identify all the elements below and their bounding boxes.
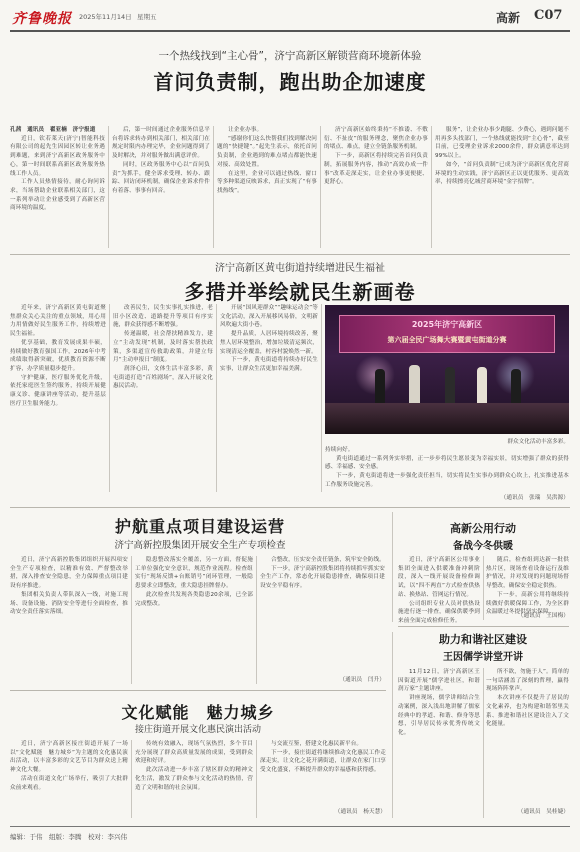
story5-paragraph: 活动在街道文化广场举行，吸引了大批群众前来观看。: [10, 775, 128, 791]
stage-floor: [325, 403, 569, 434]
story6-paragraph: 讲座现场，儒学讲师结合生动案例，深入浅出地讲解了儒家经典中的孝道、和谐、修身等思想，引导居民传承优秀传统文化。: [398, 695, 480, 736]
story2-paragraph: 开展“国风迎群众”“趣味运动会”等文化活动，深入开展移风易俗，文明新风吹遍大街小巷。: [220, 305, 318, 329]
story5-column-3: [260, 740, 386, 808]
column-divider: [321, 304, 322, 492]
page-number: C07: [534, 8, 563, 23]
story5-column-1: [10, 740, 128, 818]
story1-column-1: [10, 126, 105, 254]
story6-headline: 助力和谐社区建设: [439, 633, 527, 646]
story2-column-3: [220, 304, 318, 494]
column-divider: [320, 126, 321, 248]
story1-paragraph: 服务”，让企业办事少跑腿、少费心，遇到问题不用再多头找部门，一个热线就能找到“主心骨”，截至目前，已受理企业诉求2000余件，群众满意率达到99%以上。: [435, 127, 569, 160]
story4-subhead: 备战今冬供暖: [453, 541, 513, 552]
story2-paragraph: 传递温暖，社会帮扶精准发力，建立“主动发现”机制，及时落实帮扶政策，多渠道宣传救助政策，并建立每月“主动申报日”制度。: [113, 331, 213, 364]
masthead-rule: [10, 30, 570, 32]
story2-column-2: [113, 304, 213, 494]
story4-credit: （通讯员 王国梅）: [517, 613, 569, 619]
story5-paragraph: 下一步，接庄街道将继续推动文化惠民工作走深走实，让文化之花开满街道，让群众在家门口享受文化盛宴，不断提升群众的幸福感和获得感。: [260, 749, 386, 774]
column-divider: [431, 126, 432, 248]
masthead: [0, 0, 580, 34]
story-separator: [10, 254, 570, 255]
story3-paragraph: 集团相关负责人带队深入一线，对施工现场、设备设施、消防安全等进行全面检查，推动安全责任落实落细。: [10, 591, 128, 616]
story1-paragraph: 后，第一时间通过企业服务信息平台将诉求转办到相关部门，相关部门在规定时限内办理完毕，企业问题得到了及时解决，并对服务做出满意评价。: [112, 127, 210, 160]
story2-column-1: [10, 304, 106, 494]
stage-performance-photo: [325, 305, 569, 434]
section-name: 高新: [496, 11, 521, 25]
story-separator: [10, 690, 386, 691]
story5-headline: 文化赋能 魅力城乡: [121, 703, 275, 722]
story2-paragraph: 守护健康，医疗服务优化升级，依托家庭医生签约服务，持续开展健康义诊、健康讲座等活动，提升基层医疗卫生服务能力。: [10, 374, 106, 407]
story4-headline: 高新公用行动: [450, 522, 516, 535]
story3-paragraph: 近日，济宁高新控股集团组织开展四项安全生产专项检查，以精准有效、严督整改举措，深入排查安全隐患，全力保障重点项目建设有序推进。: [10, 557, 128, 590]
story4-paragraph: 近日，济宁高新区公用事业集团全面进入供暖准备冲刺阶段，深入一线开展设备检修调试，以“四不两直”方式检查供热站、换热站、管网运行情况。: [398, 557, 480, 598]
column-divider: [483, 556, 484, 620]
story2-paragraph: 优享基础，教育发展成果丰硕，持续做好教育强国工作，2026年中考成绩取得新突破，优质教育资源不断扩容，办学质量稳步提升。: [10, 339, 106, 372]
story3-paragraph: 此次检查共发现各类隐患20余项，已全部完成整改。: [135, 591, 253, 607]
column-divider: [483, 668, 484, 818]
column-divider: [108, 126, 109, 248]
story5-column-2: [135, 740, 253, 818]
story6-column-2: [486, 668, 569, 808]
column-divider: [256, 740, 257, 818]
story6-paragraph: 11月12日，济宁高新区王因街道开展“儒学进社区，和谐润万家”主题讲座。: [398, 669, 480, 693]
performer-figure: [477, 367, 487, 405]
story4-paragraph: 随后，检查组到达新一批供热片区，现场查看设备运行及维护情况，并对发现的问题现场督导整改，确保安全稳定供热。: [486, 557, 569, 590]
photo-banner-main-text: 第六届全民广场舞大赛暨黄屯街道分赛: [387, 336, 507, 344]
story2-credit: （通讯员 张瑞 吴洪源）: [500, 495, 569, 501]
newspaper-logo: 齐鲁晚报: [12, 11, 72, 27]
issue-weekday: 星期五: [137, 13, 157, 21]
story3-credit: （通讯员 闫升）: [339, 677, 385, 683]
story1-paragraph: 工作人员热情接待，耐心询问诉求，当场帮助企业联系相关部门，这一系列举动让企业感受到了高新区营商环境的温度。: [10, 179, 105, 212]
story4-column-1: [398, 556, 480, 622]
story2-paragraph: 提升品质，人居环境持续改善，聚焦人居环境整治，增加垃圾清运频次，实现清运全覆盖，村容村貌焕然一新。: [220, 331, 318, 355]
column-divider: [131, 556, 132, 684]
story3-deck: 济宁高新控股集团开展安全生产专项检查: [114, 540, 286, 551]
story1-column-3: [217, 126, 317, 250]
story2-paragraph: 近年来，济宁高新区黄屯街道聚焦群众关心关注的重点领域，用心用力用情做好民生服务工作，持续增进民生福祉。: [10, 305, 106, 338]
story6-credit: （通讯员 吴桂婕）: [517, 809, 569, 815]
story2-paragraph: 下一步，黄屯街道将持续办好民生实事，让群众生活更加幸福美满。: [220, 357, 318, 372]
story3-paragraph: 合整改，压实安全责任链条，筑牢安全防线。: [271, 557, 385, 563]
story-separator: [10, 507, 570, 508]
story1-column-2: [112, 126, 210, 250]
story5-paragraph: 此次活动进一步丰富了辖区群众的精神文化生活，激发了群众参与文化活动的热情，营造了文明和谐的社会氛围。: [135, 767, 253, 791]
column-divider: [213, 126, 214, 248]
story1-deck: 一个热线找到“主心骨”，济宁高新区解锁营商环境新体验: [158, 50, 422, 62]
story1-paragraph: 近日，钦若莱天(济宁)智能科技有限公司的起先生因园区转让业务遇到难题，来到济宁高新区政务服务中心，第一时间联系高新区政务服务热线工作人员。: [10, 135, 105, 177]
story1-column-5: [435, 126, 569, 250]
story3-paragraph: 隐患整改落实全覆盖，另一方面，督促施工单位强化安全意识，规范作业流程。检查组实行“现场反馈+台账销号”闭环管理，一般隐患要求立即整改，重大隐患挂牌督办。: [135, 557, 253, 590]
story2-paragraph: 黄屯街道通过一系列务实举措，正一步步将民生愿景变为幸福实景，切实增强了群众的获得感、幸福感、安全感。: [325, 455, 569, 471]
story5-credit: （通讯员 杨天慧）: [334, 809, 386, 815]
story3-column-2: [135, 556, 253, 686]
story-separator: [398, 626, 569, 627]
story3-paragraph: 下一步，济宁高新控股集团将持续抓牢抓实安全生产工作，常态化开展隐患排查，确保项目建设安全平稳有序。: [260, 565, 385, 590]
story6-column-1: [398, 668, 480, 818]
story1-headline: 首问负责制，跑出助企加速度: [153, 70, 427, 94]
story5-deck: 接庄街道开展文化惠民演出活动: [134, 725, 261, 735]
performer-figure: [445, 367, 455, 405]
story1-paragraph: 如今，“首问负责制”已成为济宁高新区优化营商环境的生动实践，济宁高新区正以更优服务、更高效率，持续擦亮亿城营商环境“金字招牌”。: [435, 161, 569, 186]
story1-byline: 孔茜 通讯员 翟亚楠 济宁报道: [10, 127, 96, 133]
footer-credits: 编辑：于伟 组版：李腾 校对：李兴伟: [10, 833, 127, 841]
story1-paragraph: 同时，区政务服务中心以“首问负责”为抓手，健全诉求受理、转办、跟踪、回访闭环机制，确保企业诉求件件有着落、事事有回音。: [112, 161, 210, 194]
column-divider: [256, 556, 257, 684]
story5-paragraph: 传统有效融入，现场气氛热烈，多个节目充分展现了群众高质量发展的成果，受到群众欢迎和好评。: [135, 741, 253, 765]
story1-paragraph: 在这里，企业可以通过热线、窗口等多种渠道反映诉求，真正实现了“有事找热线”。: [217, 170, 317, 194]
column-divider: [109, 304, 110, 492]
story2-headline: 多措并举绘就民生新画卷: [184, 280, 416, 304]
story6-paragraph: 所不欲，勿施于人”。简单的一句话涵盖了深刻的哲理，赢得现场阵阵掌声。: [486, 669, 569, 693]
story2-paragraph: 持续向好。: [325, 447, 354, 453]
story3-column-1: [10, 556, 128, 686]
column-divider: [216, 304, 217, 492]
story3-headline: 护航重点项目建设运营: [114, 517, 285, 536]
photo-caption: 群众文化活动丰富多彩。: [507, 439, 569, 445]
story4-paragraph: 下一步，高新公用将继续持续做好供暖保障工作，为全区群众温暖过冬提供坚实保障。: [486, 591, 569, 616]
story2-paragraph: 下一步，黄屯街道将进一步强化责任担当，切实将民生实事办到群众心坎上，扎实推进基本工作服务设施完善。: [325, 473, 569, 488]
column-divider: [392, 632, 393, 818]
performer-figure: [375, 369, 385, 405]
story2-paragraph: 改善民生，民生实事扎实推进，老旧小区改造、道路提升等项目有序实施，群众获得感不断增强。: [113, 305, 213, 329]
story4-paragraph: 公司组织专业人员对供热设施进行逐一排查，确保供暖季到来前全面完成检修任务。: [398, 600, 480, 624]
footer-rule: [10, 826, 570, 827]
story1-paragraph: 下一步，高新区将持续完善首问负责制，拓展服务内容，推动“高效办成一件事”改革走深走实，让企业办事更便捷、更舒心。: [324, 153, 428, 186]
story6-subhead: 王因儒学讲堂开讲: [443, 652, 523, 663]
story5-paragraph: 与交流互鉴，搭建文化惠民新平台。: [271, 741, 363, 747]
story5-paragraph: 近日，济宁高新区接庄街道开展了一场以“文化赋能 魅力城乡”为主题的文化惠民演出活动，以丰富多彩的文艺节目为群众送上精神文化大餐。: [10, 741, 128, 774]
photo-banner-top-text: 2025年济宁高新区: [411, 320, 483, 329]
story2-paragraph: 润泽心田，文体生活丰富多彩，黄屯街道打造“百姓剧场”，深入开展文化惠民活动。: [113, 365, 213, 390]
story1-paragraph: 让企业办事。: [228, 127, 263, 133]
column-divider: [392, 512, 393, 622]
issue-date: 2025年11月14日: [79, 13, 132, 21]
story1-paragraph: 济宁高新区始终秉持“不推诿、不敷衍、不扯皮”的服务理念，聚焦企业办事的堵点、难点，建立全链条服务机制。: [324, 127, 428, 151]
performer-figure: [409, 365, 420, 405]
story3-column-3: [260, 556, 385, 674]
story2-column-right: [325, 446, 569, 492]
story6-paragraph: 本次讲座不仅提升了居民的文化素养，也为构建和谐邻里关系、推进和谐社区建设注入了文化能量。: [486, 695, 569, 728]
story1-column-4: [324, 126, 428, 250]
story2-deck: 济宁高新区黄屯街道持续增进民生福祉: [215, 263, 385, 274]
performer-figure: [511, 369, 521, 405]
column-divider: [131, 740, 132, 818]
story1-paragraph: “感谢你们这么快帮我们找到解决问题的“快捷键”。”起先生表示，依托首问负责制，企业遇到的难点堵点都能快速对接、高效处置。: [217, 135, 317, 168]
